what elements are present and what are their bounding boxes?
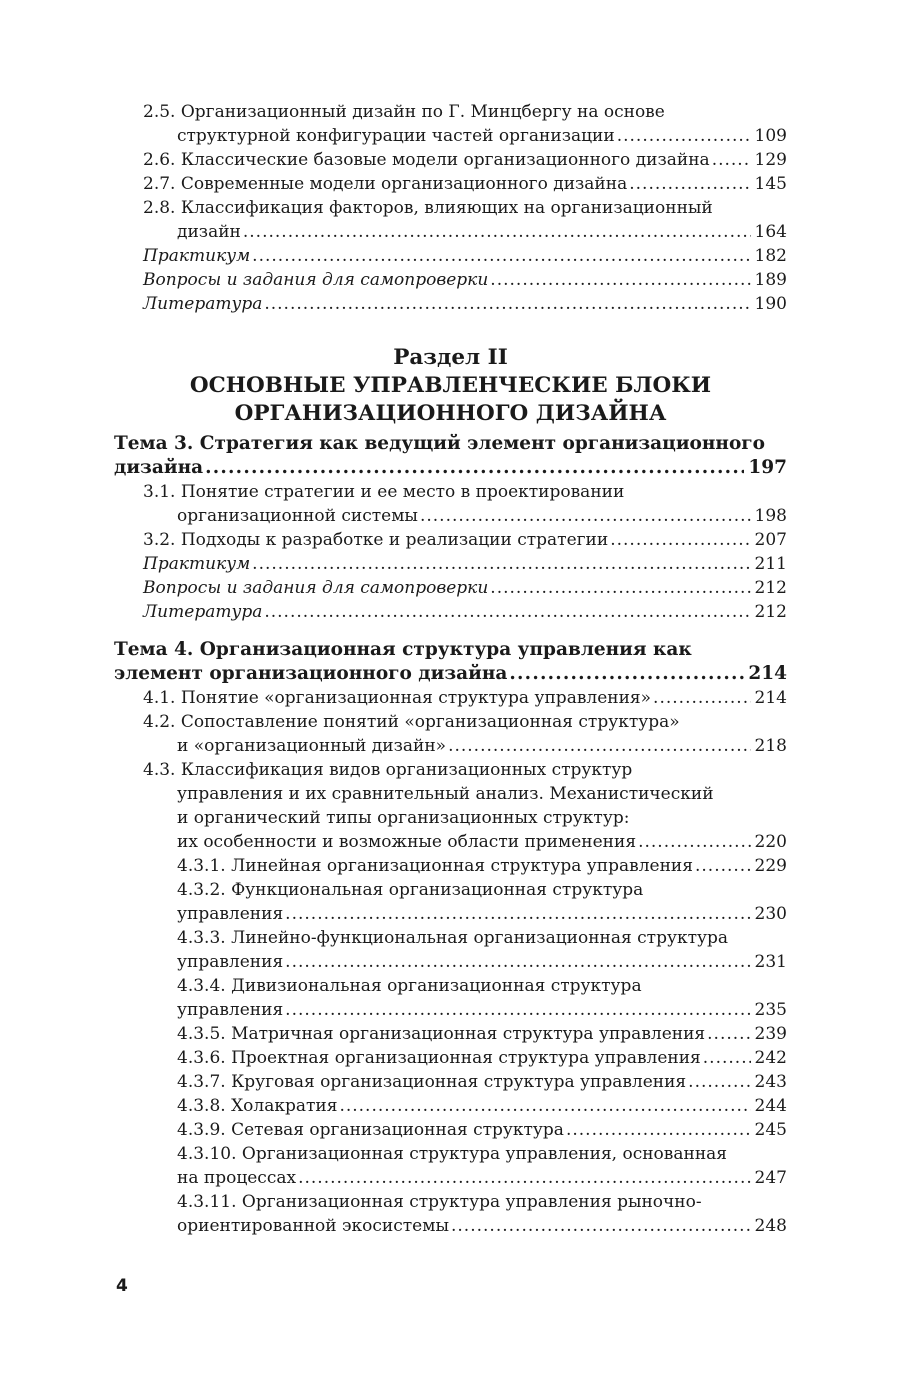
toc-entry-text: на процессах	[177, 1168, 297, 1188]
toc-entry-2-8	[114, 196, 787, 244]
leader-dots	[285, 902, 750, 926]
toc-entry-text: дизайн	[177, 222, 241, 242]
section-title-line-2: ОРГАНИЗАЦИОННОГО ДИЗАЙНА	[234, 401, 667, 426]
toc-page-number: 220	[754, 832, 787, 852]
toc-entry-practicum	[114, 552, 787, 576]
toc-entry-text: их особенности и возможные области применения	[177, 832, 637, 852]
toc-entry-4-2	[114, 710, 787, 758]
toc-entry-text: ориентированной экосистемы	[177, 1216, 449, 1236]
toc-entry-text: Практикум	[143, 554, 251, 574]
leader-dots	[617, 124, 751, 148]
toc-page-number: 247	[754, 1168, 787, 1188]
toc-entry-2-6	[114, 148, 787, 172]
toc-entry-literature	[114, 292, 787, 316]
toc-entry-text: 4.3.6. Проектная организационная структура управления	[177, 1048, 701, 1068]
page-number: 4	[116, 1276, 128, 1296]
toc-entry-2-5	[114, 100, 787, 148]
toc-page-number: 230	[754, 904, 787, 924]
toc-entry-text: Вопросы и задания для самопроверки	[143, 578, 489, 598]
leader-dots	[339, 1094, 750, 1118]
toc-entry-text: 4.2. Сопоставление понятий «организационная структура»	[143, 712, 680, 732]
toc-entry-text: и «организационный дизайн»	[177, 736, 447, 756]
leader-dots	[420, 504, 751, 528]
toc-page-number: 248	[754, 1216, 787, 1236]
toc-page-number: 197	[748, 457, 787, 478]
section-label: Раздел II	[393, 345, 508, 370]
toc-page-number: 207	[754, 530, 787, 550]
toc-entry-4-3-9	[114, 1118, 787, 1142]
toc-page-number: 109	[754, 126, 787, 146]
toc-topic-text: Тема 3. Стратегия как ведущий элемент организационного	[114, 433, 765, 454]
toc-page-number: 189	[754, 270, 787, 290]
section-title-line-1: ОСНОВНЫЕ УПРАВЛЕНЧЕСКИЕ БЛОКИ	[189, 373, 712, 398]
toc-entry-text: 4.3.2. Функциональная организационная структура	[177, 880, 644, 900]
leader-dots	[264, 292, 750, 316]
toc-entry-text: Литература	[143, 602, 263, 622]
toc-entry-4-3	[114, 758, 787, 854]
toc-entry-3-1	[114, 480, 787, 528]
toc-entry-text: 4.3.1. Линейная организационная структура управления	[177, 856, 693, 876]
toc-entry-text: 4.3.4. Дивизиональная организационная структура	[177, 976, 642, 996]
toc-entry-questions	[114, 268, 787, 292]
toc-entry-text: 4.1. Понятие «организационная структура управления»	[143, 688, 652, 708]
toc-entry-text: управления	[177, 952, 284, 972]
toc-entry-4-3-2	[114, 878, 787, 926]
toc-entry-text: Литература	[143, 294, 263, 314]
toc-page-number: 211	[754, 554, 787, 574]
toc-entry-2-7	[114, 172, 787, 196]
toc-entry-text: 3.1. Понятие стратегии и ее место в проектировании	[143, 482, 625, 502]
leader-dots	[264, 600, 750, 624]
leader-dots	[629, 172, 750, 196]
toc-entry-text: 4.3.3. Линейно-функциональная организационная структура	[177, 928, 728, 948]
toc-entry-text: 4.3.8. Холакратия	[177, 1096, 338, 1116]
leader-dots	[252, 244, 750, 268]
toc-page-number: 243	[754, 1072, 787, 1092]
leader-dots	[688, 1070, 750, 1094]
leader-dots	[509, 662, 744, 686]
toc-entry-text: управления	[177, 1000, 284, 1020]
leader-dots	[610, 528, 750, 552]
toc-page-number: 245	[754, 1120, 787, 1140]
toc-entry-practicum	[114, 244, 787, 268]
leader-dots	[205, 456, 744, 480]
section-heading	[114, 344, 787, 428]
toc-page-number: 229	[754, 856, 787, 876]
toc-entry-4-3-8	[114, 1094, 787, 1118]
toc-entry-4-3-6	[114, 1046, 787, 1070]
toc-entry-text: 2.6. Классические базовые модели организационного дизайна	[143, 150, 710, 170]
toc-entry-text: и органический типы организационных структур:	[177, 808, 630, 828]
leader-dots	[298, 1166, 750, 1190]
toc-entry-text: 2.5. Организационный дизайн по Г. Минцбергу на основе	[143, 102, 665, 122]
leader-dots	[285, 998, 750, 1022]
leader-dots	[451, 1214, 751, 1238]
table-of-contents	[114, 100, 787, 1238]
toc-page-number: 145	[754, 174, 787, 194]
toc-entry-text: организационной системы	[177, 506, 418, 526]
toc-page-number: 244	[754, 1096, 787, 1116]
toc-page-number: 231	[754, 952, 787, 972]
toc-page-number: 182	[754, 246, 787, 266]
toc-topic-text: дизайна	[114, 457, 204, 478]
toc-entry-text: 2.8. Классификация факторов, влияющих на организационный	[143, 198, 713, 218]
leader-dots	[566, 1118, 751, 1142]
toc-entry-text: 2.7. Современные модели организационного дизайна	[143, 174, 628, 194]
leader-dots	[695, 854, 751, 878]
toc-page-number: 190	[754, 294, 787, 314]
toc-page-number: 212	[754, 578, 787, 598]
toc-entry-text: Практикум	[143, 246, 251, 266]
toc-topic-text: элемент организационного дизайна	[114, 663, 508, 684]
leader-dots	[490, 268, 750, 292]
toc-entry-text: управления и их сравнительный анализ. Механистический	[177, 784, 714, 804]
toc-page-number: 239	[754, 1024, 787, 1044]
toc-entry-4-3-11	[114, 1190, 787, 1238]
toc-entry-4-3-4	[114, 974, 787, 1022]
toc-entry-3-2	[114, 528, 787, 552]
toc-page-number: 164	[754, 222, 787, 242]
leader-dots	[707, 1022, 750, 1046]
toc-entry-4-3-5	[114, 1022, 787, 1046]
toc-page-number: 242	[754, 1048, 787, 1068]
toc-entry-text: управления	[177, 904, 284, 924]
toc-page-number: 235	[754, 1000, 787, 1020]
toc-entry-text: Вопросы и задания для самопроверки	[143, 270, 489, 290]
toc-entry-4-1	[114, 686, 787, 710]
toc-page-number: 214	[748, 663, 787, 684]
toc-entry-text: структурной конфигурации частей организации	[177, 126, 615, 146]
toc-page-number: 198	[754, 506, 787, 526]
leader-dots	[252, 552, 750, 576]
toc-page-number: 212	[754, 602, 787, 622]
toc-entry-literature	[114, 600, 787, 624]
leader-dots	[638, 830, 750, 854]
leader-dots	[448, 734, 750, 758]
leader-dots	[490, 576, 750, 600]
toc-entry-text: 4.3.7. Круговая организационная структура управления	[177, 1072, 687, 1092]
toc-topic-3	[114, 432, 787, 480]
toc-entry-text: 4.3.9. Сетевая организационная структура	[177, 1120, 564, 1140]
toc-page-number: 214	[754, 688, 787, 708]
toc-page-number: 129	[754, 150, 787, 170]
toc-entry-text: 4.3.11. Организационная структура управления рыночно-	[177, 1192, 702, 1212]
toc-entry-questions	[114, 576, 787, 600]
toc-entry-text: 4.3.5. Матричная организационная структура управления	[177, 1024, 706, 1044]
toc-entry-4-3-7	[114, 1070, 787, 1094]
toc-topic-text: Тема 4. Организационная структура управления как	[114, 639, 692, 660]
toc-page-number: 218	[754, 736, 787, 756]
toc-entry-4-3-10	[114, 1142, 787, 1190]
toc-entry-text: 4.3.10. Организационная структура управления, основанная	[177, 1144, 728, 1164]
toc-entry-4-3-1	[114, 854, 787, 878]
toc-entry-4-3-3	[114, 926, 787, 974]
toc-topic-4	[114, 638, 787, 686]
leader-dots	[243, 220, 751, 244]
leader-dots	[703, 1046, 751, 1070]
toc-entry-text: 4.3. Классификация видов организационных структур	[143, 760, 633, 780]
toc-entry-text: 3.2. Подходы к разработке и реализации стратегии	[143, 530, 609, 550]
leader-dots	[653, 686, 751, 710]
leader-dots	[712, 148, 751, 172]
leader-dots	[285, 950, 750, 974]
